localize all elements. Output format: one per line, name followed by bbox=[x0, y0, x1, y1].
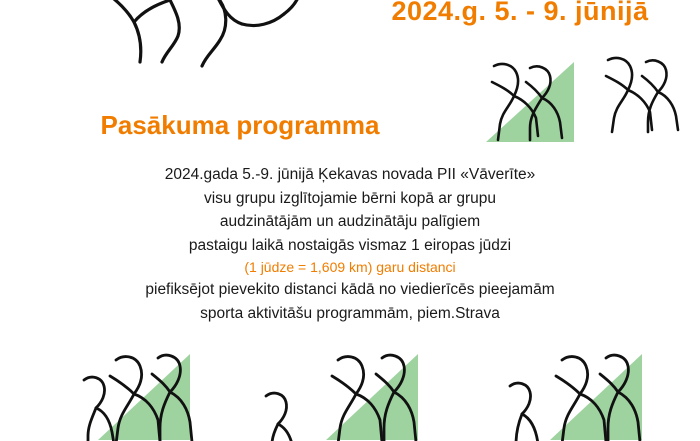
description-line-5-accent: (1 jūdze = 1,609 km) garu distanci bbox=[244, 259, 456, 276]
description-line-1: 2024.gada 5.-9. jūnijā Ķekavas novada PII «Vāverīte» bbox=[164, 166, 536, 183]
description-line-2: visu grupu izglītojamie bērni kopā ar grupu bbox=[203, 189, 497, 207]
runner-art-bottom-strip bbox=[40, 340, 660, 441]
description-line-4: pastaigu laikā nostaigās vismaz 1 eiropas jūdzi bbox=[188, 236, 512, 254]
description-line-6: piefiksējot pievekito distanci kādā no viedierīcēs pieejamām bbox=[145, 281, 555, 299]
description-line-7: sporta aktivitāšu programmām, piem.Strava bbox=[200, 305, 500, 322]
runner-art-mid-right-green bbox=[478, 56, 588, 146]
description-line-3: audzinātājām un audzinātāju palīgiem bbox=[219, 213, 481, 231]
description-text bbox=[0, 163, 700, 326]
page-title: Pasākuma programma bbox=[100, 110, 380, 140]
date-heading: 2024.g. 5. - 9. jūnijā bbox=[391, 0, 649, 26]
runner-art-top-left bbox=[78, 0, 308, 74]
runner-art-far-right bbox=[596, 52, 688, 134]
